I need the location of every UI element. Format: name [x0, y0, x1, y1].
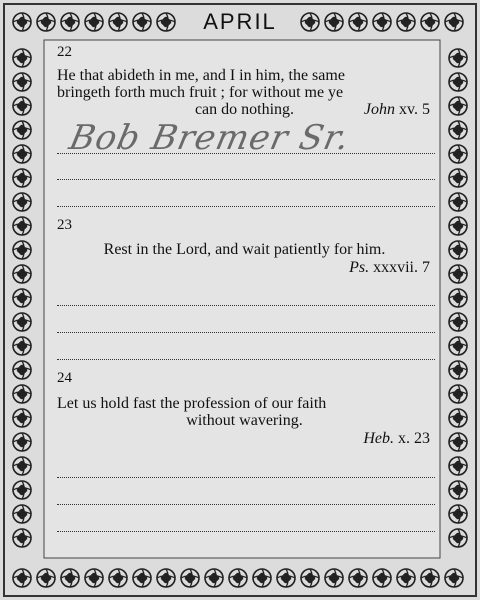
border-ornament: [253, 569, 271, 587]
writing-line[interactable]: [57, 359, 435, 360]
border-ornament: [449, 505, 467, 523]
border-ornament: [325, 569, 343, 587]
border-ornament: [449, 97, 467, 115]
border-ornament: [449, 289, 467, 307]
border-ornament: [13, 505, 31, 523]
day-number-23: 23: [57, 217, 72, 233]
border-ornament: [449, 193, 467, 211]
border-ornament: [13, 73, 31, 91]
border-ornament: [301, 569, 319, 587]
border-ornament: [449, 145, 467, 163]
verse-22-line3: can do nothing.: [194, 101, 295, 118]
border-ornament: [373, 569, 391, 587]
border-ornament: [37, 569, 55, 587]
writing-line[interactable]: [57, 504, 435, 505]
border-ornament: [13, 241, 31, 259]
writing-line[interactable]: [57, 477, 435, 478]
border-ornament: [449, 337, 467, 355]
reference-book: Ps.: [349, 259, 370, 276]
day-number-22: 22: [57, 44, 72, 60]
border-ornament: [61, 569, 79, 587]
border-ornament: [449, 241, 467, 259]
border-ornament: [13, 361, 31, 379]
border-ornament: [449, 73, 467, 91]
border-ornament: [449, 481, 467, 499]
verse-22-line1: He that abideth in me, and I in him, the same: [57, 67, 345, 84]
handwritten-signature: Bob Bremer Sr.: [65, 118, 354, 158]
writing-line[interactable]: [57, 206, 435, 207]
border-ornament: [445, 569, 463, 587]
border-ornament: [449, 433, 467, 451]
border-ornament: [13, 569, 31, 587]
writing-line[interactable]: [57, 305, 435, 306]
reference-22: [364, 101, 430, 119]
border-ornament: [157, 569, 175, 587]
border-ornament: [13, 193, 31, 211]
reference-book: Heb.: [363, 430, 394, 447]
border-ornament: [13, 385, 31, 403]
border-ornament: [13, 49, 31, 67]
border-ornament: [449, 49, 467, 67]
border-ornament: [449, 457, 467, 475]
reference-24: [363, 430, 430, 448]
border-ornament: [449, 529, 467, 547]
reference-chapter: xv. 5: [399, 101, 430, 118]
border-ornament: [421, 569, 439, 587]
day-number-24: 24: [57, 370, 72, 386]
border-ornament: [13, 481, 31, 499]
verse-22-line2: bringeth forth much fruit ; for without me ye: [57, 84, 344, 101]
writing-line[interactable]: [57, 332, 435, 333]
border-ornament: [109, 569, 127, 587]
verse-24-line2: without wavering.: [186, 412, 303, 429]
border-ornament: [13, 145, 31, 163]
month-title: APRIL: [203, 9, 277, 34]
border-ornament: [13, 97, 31, 115]
border-ornament: [13, 169, 31, 187]
border-ornament: [449, 265, 467, 283]
verse-23-line1: Rest in the Lord, and wait patiently for him.: [103, 241, 386, 258]
border-ornament: [85, 569, 103, 587]
border-ornament: [13, 409, 31, 427]
border-ornament: [449, 217, 467, 235]
reference-book: John: [363, 101, 396, 118]
border-ornament: [13, 433, 31, 451]
border-ornament: [449, 313, 467, 331]
border-ornament: [13, 121, 31, 139]
reference-chapter: xxxvii. 7: [373, 259, 430, 276]
border-ornament: [13, 265, 31, 283]
border-ornament: [13, 337, 31, 355]
writing-line[interactable]: [57, 153, 435, 154]
border-ornament: [13, 457, 31, 475]
border-ornament: [449, 121, 467, 139]
border-ornament: [13, 217, 31, 235]
border-ornament: [181, 569, 199, 587]
reference-chapter: x. 23: [398, 430, 430, 447]
border-ornament: [13, 289, 31, 307]
reference-23: [349, 259, 430, 277]
border-ornament: [205, 569, 223, 587]
border-ornament: [449, 409, 467, 427]
border-ornament: [449, 385, 467, 403]
border-ornament: [277, 569, 295, 587]
border-ornament: [349, 569, 367, 587]
border-ornament: [229, 569, 247, 587]
writing-line[interactable]: [57, 179, 435, 180]
border-ornament: [13, 529, 31, 547]
border-ornament: [133, 569, 151, 587]
border-ornament: [449, 361, 467, 379]
border-ornament: [449, 169, 467, 187]
border-ornament: [397, 569, 415, 587]
border-ornament: [13, 313, 31, 331]
writing-line[interactable]: [57, 531, 435, 532]
verse-24-line1: Let us hold fast the profession of our faith: [57, 395, 327, 412]
